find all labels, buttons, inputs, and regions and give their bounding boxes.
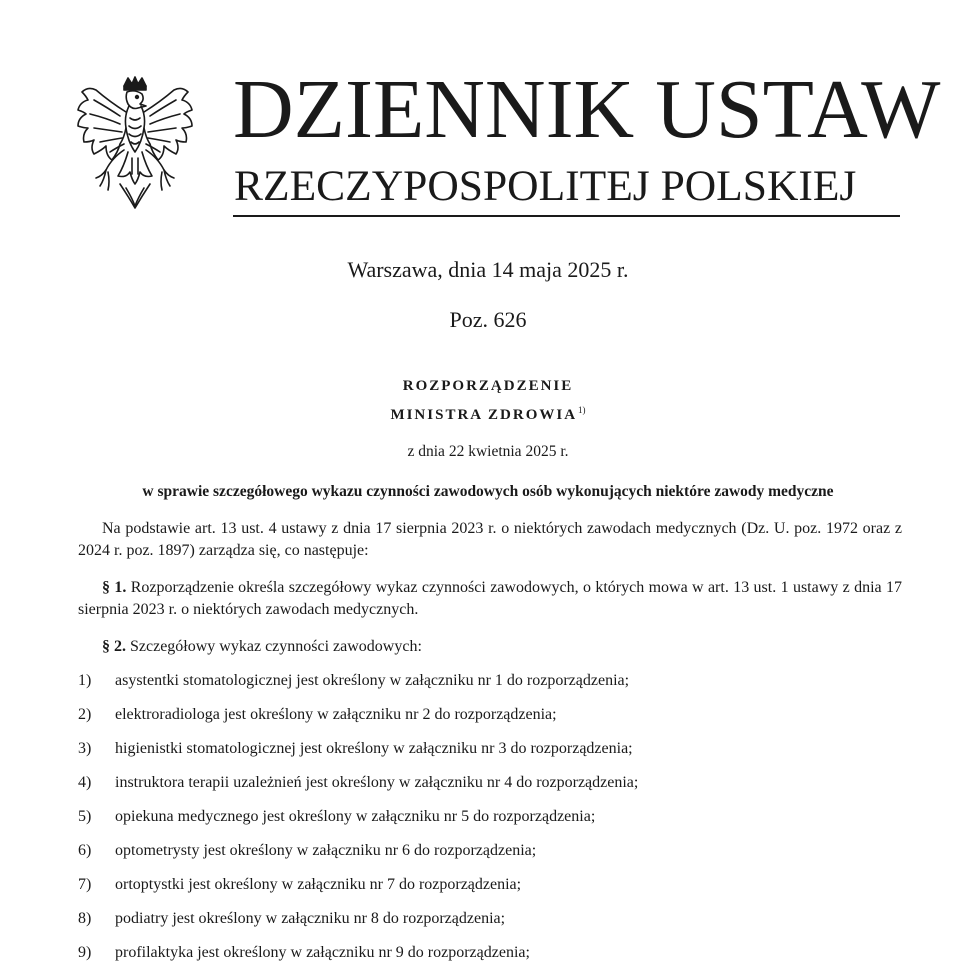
issue-place-date: Warszawa, dnia 14 maja 2025 r. [347, 257, 629, 282]
list-item [78, 806, 908, 840]
list-item [78, 942, 908, 976]
section-1-paragraph [78, 577, 902, 621]
list-item [78, 874, 908, 908]
section-2-paragraph [78, 636, 902, 658]
list-item-number: 9) [78, 944, 92, 961]
list-item-number: 1) [78, 672, 92, 689]
list-item-text: asystentki stomatologicznej jest określony w załączniku nr 1 do rozporządzenia; [115, 672, 630, 689]
list-item [78, 704, 908, 738]
list-item-number: 8) [78, 910, 92, 927]
list-item [78, 772, 908, 806]
legal-basis-paragraph: Na podstawie art. 13 ust. 4 ustawy z dnia 17 sierpnia 2023 r. o niektórych zawodach medycznych (Dz. U. poz. 1972 oraz z 2024 r. poz. 1897) zarządza się, co następuje: [78, 520, 902, 559]
section-2-label: § 2. [102, 638, 126, 655]
list-item-text: opiekuna medycznego jest określony w załączniku nr 5 do rozporządzenia; [115, 808, 596, 825]
footnote-marker[interactable]: 1) [578, 405, 586, 415]
list-item-text: optometrysty jest określony w załączniku nr 6 do rozporządzenia; [115, 842, 537, 859]
gazette-subtitle: RZECZYPOSPOLITEJ POLSKIEJ [234, 162, 857, 210]
list-item-text: elektroradiologa jest określony w załączniku nr 2 do rozporządzenia; [115, 706, 557, 723]
list-item-number: 2) [78, 706, 92, 723]
section-1-label: § 1. [102, 579, 127, 596]
list-item-number: 5) [78, 808, 92, 825]
profession-list [78, 670, 908, 976]
act-type: ROZPORZĄDZENIE [402, 378, 574, 394]
list-item-text: profilaktyka jest określony w załączniku nr 9 do rozporządzenia; [115, 944, 530, 961]
list-item [78, 908, 908, 942]
gazette-title: DZIENNIK USTAW [233, 63, 941, 156]
position-number: Poz. 626 [449, 307, 527, 332]
act-subject: w sprawie szczegółowego wykazu czynności zawodowych osób wykonujących niektóre zawody medyczne [142, 483, 834, 500]
list-item [78, 670, 908, 704]
act-issuer-name: MINISTRA ZDROWIA [390, 407, 578, 423]
list-item-number: 6) [78, 842, 92, 859]
polish-eagle-emblem-icon [74, 76, 196, 214]
section-1-text: Rozporządzenie określa szczegółowy wykaz czynności zawodowych, o których mowa w art. 13 ust. 1 ustawy z dnia 17 sierpnia 2023 r. o niektórych zawodach medycznych. [78, 579, 903, 618]
list-item [78, 738, 908, 772]
act-date: z dnia 22 kwietnia 2025 r. [407, 443, 569, 460]
act-issuer [0, 401, 976, 424]
list-item-number: 4) [78, 774, 92, 791]
list-item-text: podiatry jest określony w załączniku nr 8 do rozporządzenia; [115, 910, 506, 927]
list-item-number: 3) [78, 740, 92, 757]
list-item [78, 840, 908, 874]
section-2-text: Szczegółowy wykaz czynności zawodowych: [130, 638, 422, 655]
list-item-text: ortoptystki jest określony w załączniku nr 7 do rozporządzenia; [115, 876, 522, 893]
list-item-text: higienistki stomatologicznej jest określony w załączniku nr 3 do rozporządzenia; [115, 740, 633, 757]
masthead-divider [233, 215, 900, 217]
list-item-text: instruktora terapii uzależnień jest określony w załączniku nr 4 do rozporządzenia; [115, 774, 639, 791]
list-item-number: 7) [78, 876, 92, 893]
